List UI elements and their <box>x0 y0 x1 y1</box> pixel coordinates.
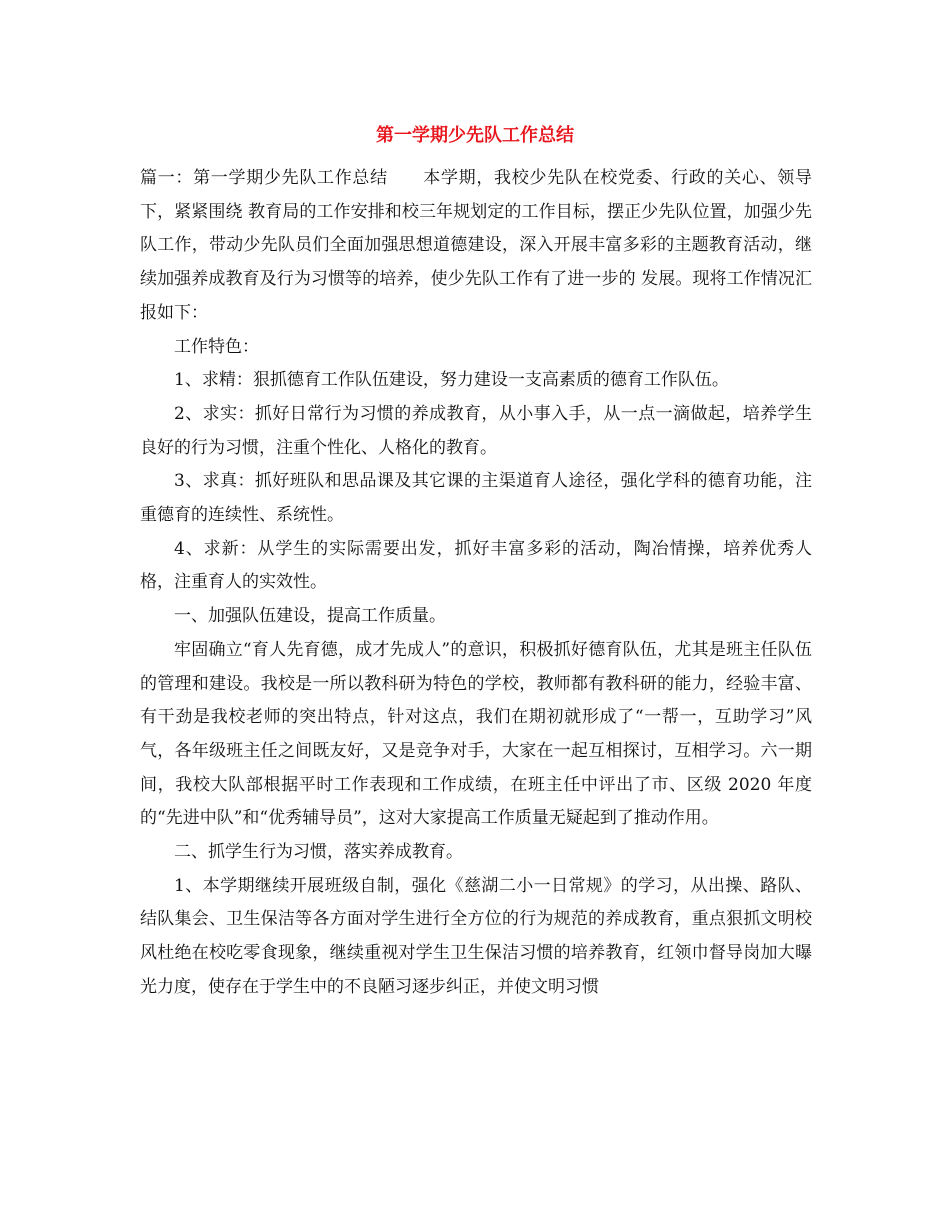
section-2-paragraph-1: 1、本学期继续开展班级自制，强化《慈湖二小一日常规》的学习，从出操、路队、结队集会、卫生保洁等各方面对学生进行全方位的行为规范的养成教育，重点狠抓文明校风杜绝在校吃零食现象，继续重视对学生卫生保洁习惯的培养教育，红领巾督导岗加大曝光力度，使存在于学生中的不良陋习逐步纠正，并使文明习惯 <box>140 875 812 997</box>
feature-item-4: 4、求新：从学生的实际需要出发，抓好丰富多彩的活动，陶冶情操，培养优秀人格，注重育人的实效性。 <box>140 538 812 593</box>
feature-item-3: 3、求真：抓好班队和思品课及其它课的主渠道育人途径，强化学科的德育功能，注重德育的连续性、系统性。 <box>140 471 812 526</box>
section-heading-1: 一、加强队伍建设，提高工作质量。 <box>174 606 446 627</box>
section-1-paragraph: 牢固确立“育人先育德，成才先成人”的意识，积极抓好德育队伍，尤其是班主任队伍的管理和建设。我校是一所以教科研为特色的学校，教师都有教科研的能力，经验丰富、有干劲是我校老师的突出特点，针对这点，我们在期初就形成了“一帮一，互助学习”风气，各年级班主任之间既友好，又是竞争对手，大家在一起互相探讨，互相学习。六一期间，我校大队部根据平时工作表现和工作成绩，在班主任中评出了市、区级 2020 年度的“先进中队”和“优秀辅导员”，这对大家提高工作质量无疑起到了推动作用。 <box>140 639 812 829</box>
document-title: 第一学期少先队工作总结 <box>376 125 574 146</box>
section-heading-2: 二、抓学生行为习惯，落实养成教育。 <box>174 842 463 863</box>
section-heading-features: 工作特色： <box>174 336 259 357</box>
intro-paragraph: 篇一：第一学期少先队工作总结 本学期，我校少先队在校党委、行政的关心、领导下，紧紧围绕 教育局的工作安排和校三年规划定的工作目标，摆正少先队位置，加强少先队工作，带动少先队员们全面加强思想道德建设，深入开展丰富多彩的主题教育活动，继续加强养成教育及行为习惯等的培养，使少先队工作有了进一步的 发展。现将工作情况汇报如下： <box>140 168 812 323</box>
feature-item-1: 1、求精：狠抓德育工作队伍建设，努力建设一支高素质的德育工作队伍。 <box>174 370 729 391</box>
document-body <box>140 162 812 1005</box>
feature-item-2: 2、求实：抓好日常行为习惯的养成教育，从小事入手，从一点一滴做起，培养学生良好的行为习惯，注重个性化、人格化的教育。 <box>140 403 812 458</box>
